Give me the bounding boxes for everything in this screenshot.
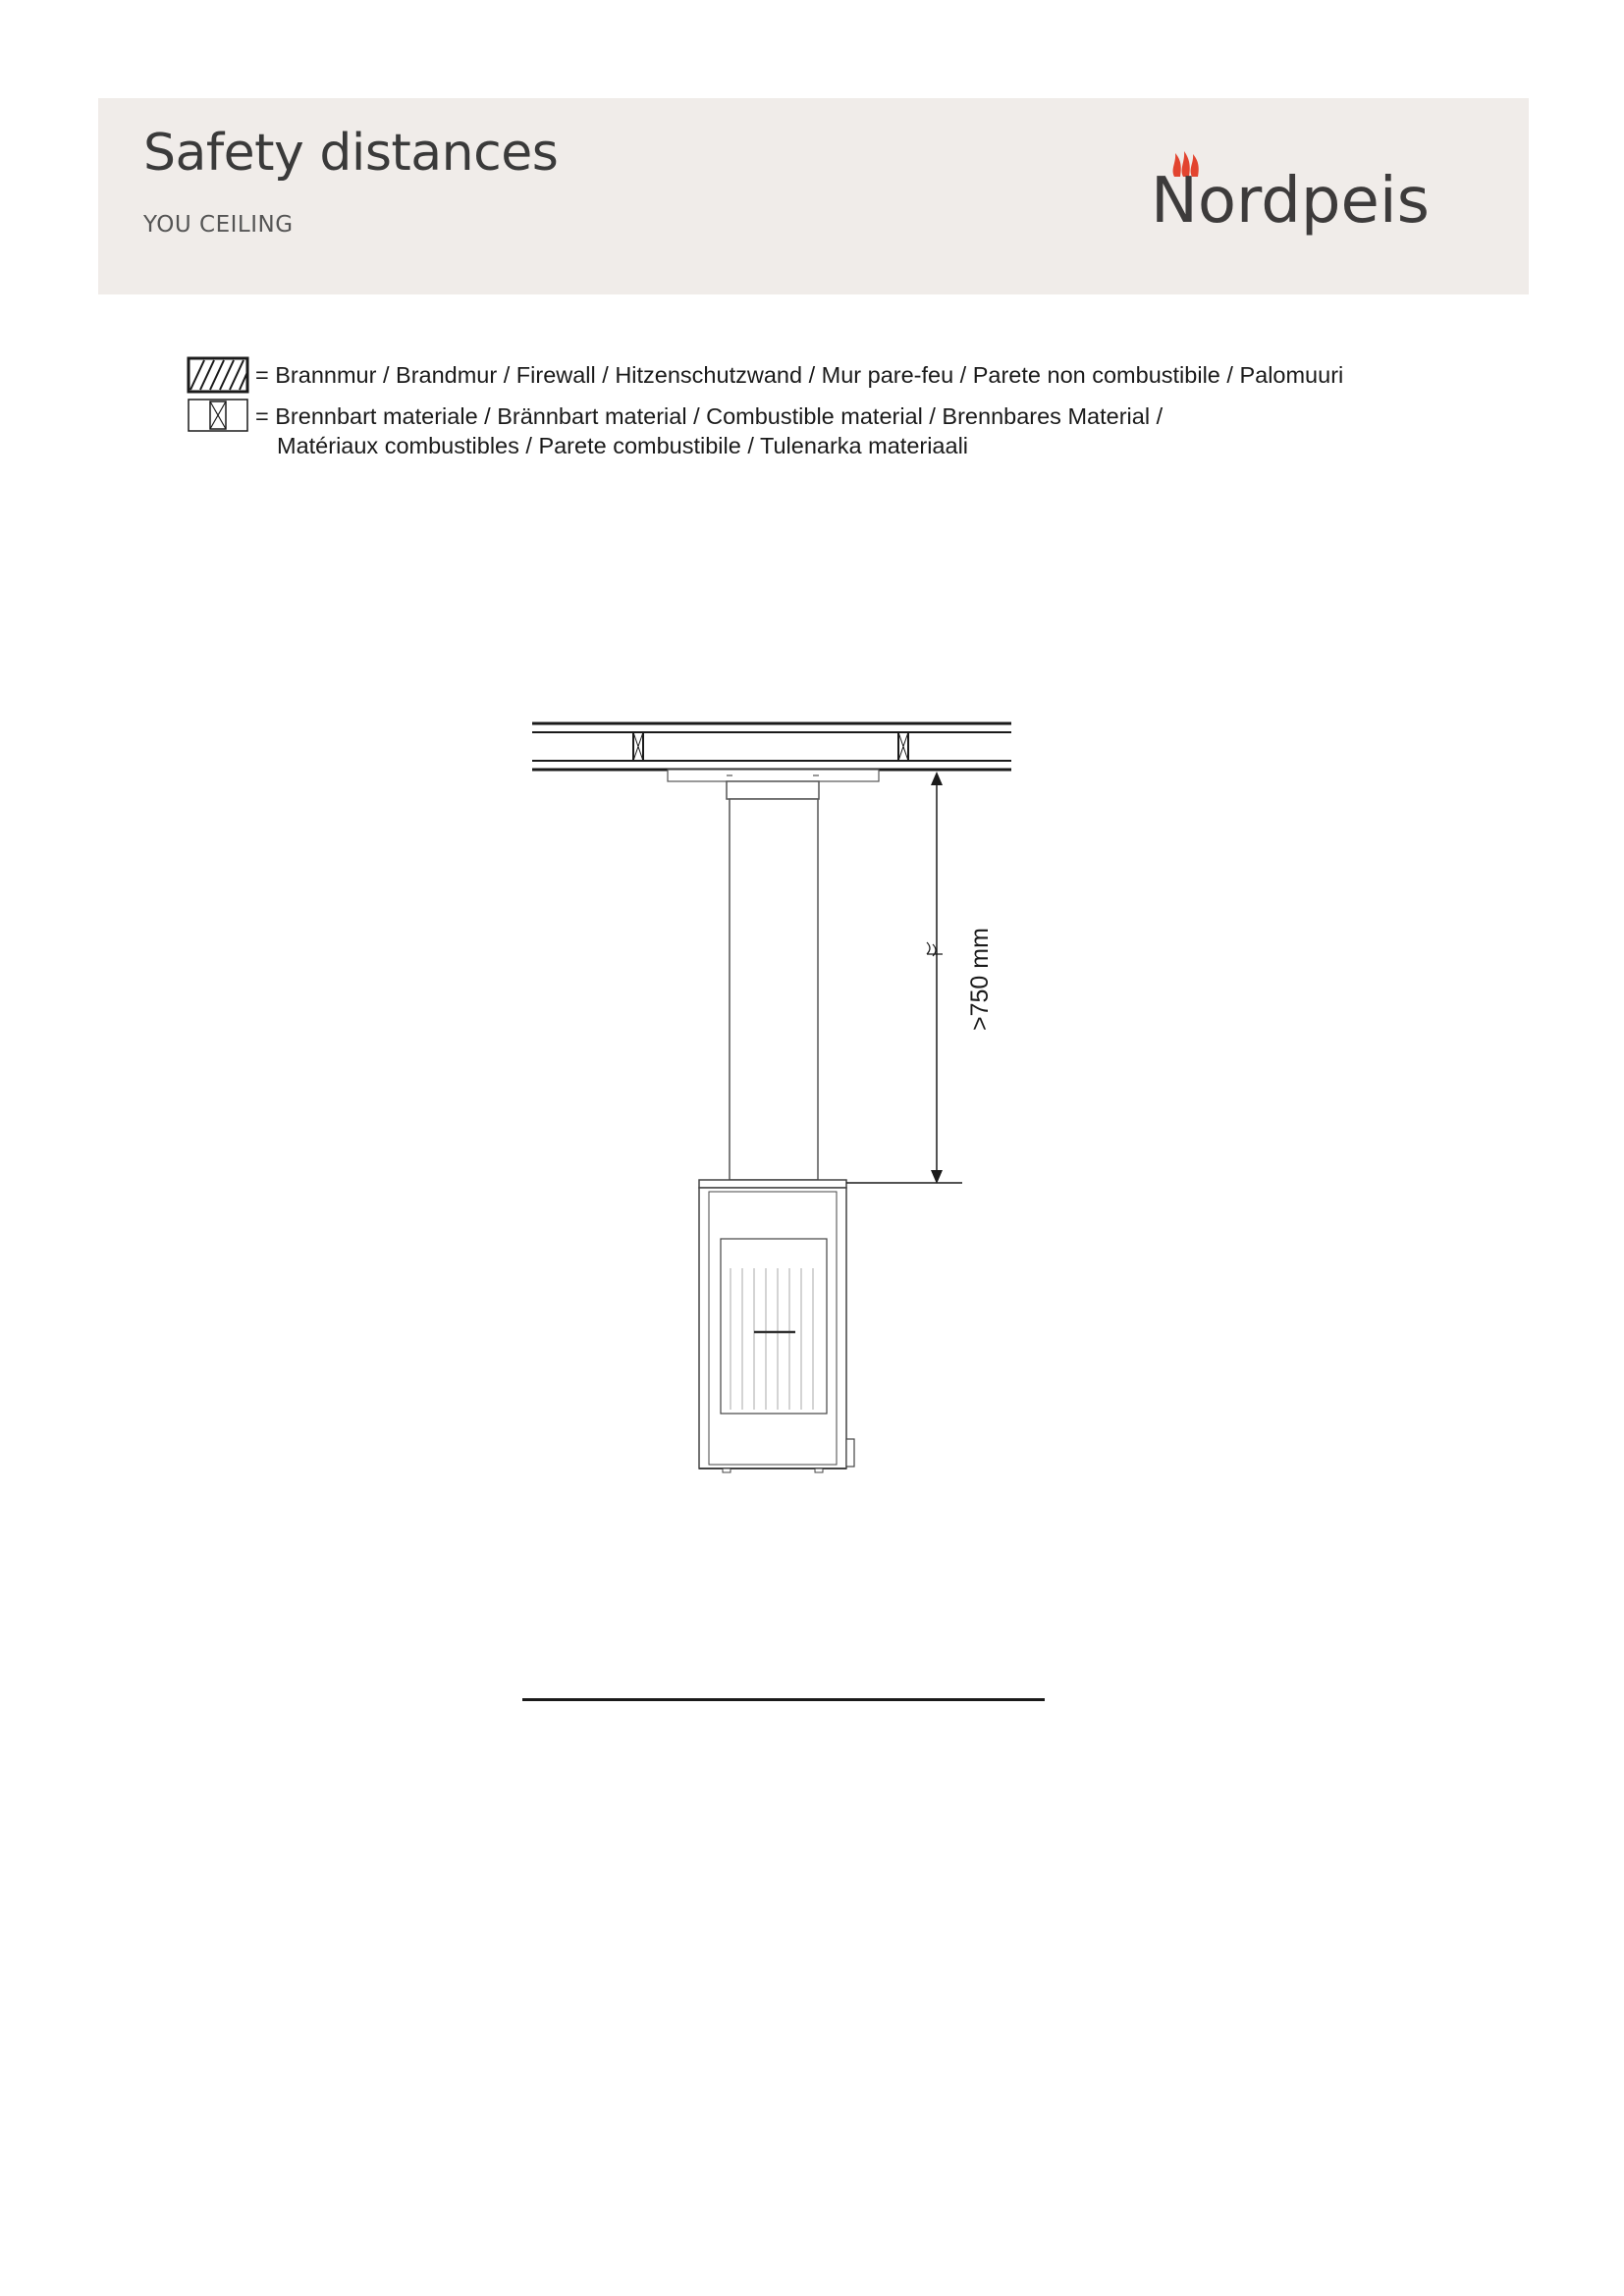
ceiling-section <box>532 723 1011 770</box>
dimension-label: >750 mm <box>966 928 994 1031</box>
chimney-pipe <box>727 781 819 1180</box>
dimension-line <box>846 772 962 1184</box>
ceiling-plate <box>668 770 879 781</box>
page-title: Safety distances <box>143 124 559 183</box>
logo-wordmark: Nordpeis <box>1151 165 1430 238</box>
nordpeis-logo <box>1151 147 1475 255</box>
combustible-material-icon <box>187 398 249 435</box>
horizontal-rule <box>522 1698 1045 1701</box>
page-header <box>98 98 1529 294</box>
stove-body <box>699 1180 854 1472</box>
firewall-hatch-icon <box>187 356 249 394</box>
legend-label-combustible-line2: Matériaux combustibles / Parete combustibile / Tulenarka materiaali <box>277 433 969 458</box>
page-subtitle: YOU CEILING <box>143 212 294 238</box>
stove-ceiling-diagram <box>511 707 1021 1718</box>
legend-label-combustible-line1: = Brennbart materiale / Brännbart material / Combustible material / Brennbares Material / <box>255 403 1164 429</box>
legend-label-combustible <box>255 401 1163 460</box>
legend-label-firewall: = Brannmur / Brandmur / Firewall / Hitzenschutzwand / Mur pare-feu / Parete non combustibile / Palomuuri <box>255 362 1344 388</box>
